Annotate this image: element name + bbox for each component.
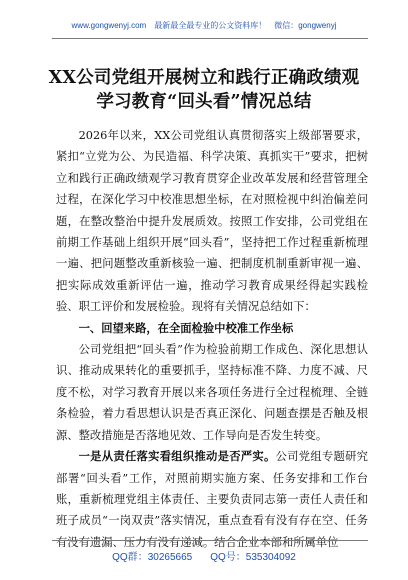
- section-1-item-1: [56, 446, 368, 553]
- qq-group-contact: QQ群：30265665: [112, 552, 193, 563]
- document-title: [40, 66, 368, 114]
- footer-divider: [52, 540, 368, 541]
- site-url-link[interactable]: www.gongwenyj.com: [71, 20, 147, 30]
- site-slogan: 最新最全最专业的公文资料库！: [154, 20, 267, 30]
- section-heading-1: 一、回望来路，在全面检验中校准工作坐标: [78, 320, 294, 335]
- wechat-contact: 微信：gongwenyj: [274, 20, 337, 30]
- site-footer: [0, 548, 408, 563]
- title-line-2: 学习教育“回头看”情况总结: [96, 92, 312, 112]
- document-body: [56, 125, 368, 553]
- intro-paragraph: 2026年以来，XX公司党组认真贯彻落实上级部署要求，紧扣“立党为公、为民造福、科学决策、真抓实干”要求，把树立和践行正确政绩观学习教育贯穿企业改革发展和经营管理全过程，在深化学习中校准思想坐标，在对照检视中纠治偏差问题，在整改整治中提升发展质效。按照工作安排，公司党组在前期工作基础上组织开展“回头看”，坚持把工作过程重新梳理一遍、把问题整改重新核验一遍、把制度机制重新审视一遍、把实际成效重新评估一遍，推动学习教育成果经得起实践检验、职工评价和发展检验。现将有关情况总结如下：: [56, 129, 368, 314]
- item-body-text: 公司党组专题研究部署“回头看”工作，对照前期实施方案、任务安排和工作台账，重新梳理党组主体责任、主要负责同志第一责任人责任和班子成员“一岗双责”落实情况，重点查看有没有存在空、任务有没有遗漏、压力有没有递减。结合企业本部和所属单位: [56, 450, 368, 549]
- site-header: [0, 14, 408, 36]
- header-divider: [52, 38, 368, 39]
- title-line-1: XX公司党组开展树立和践行正确政绩观: [48, 68, 360, 88]
- qq-number-contact: QQ号：535304092: [210, 552, 296, 563]
- item-lead-sentence: 一是从责任落实看组织推动是否严实。: [78, 449, 276, 464]
- section-1-paragraph: 公司党组把“回头看”作为检验前期工作成色、深化思想认识、推动成果转化的重要抓手，坚持标准不降、力度不减、尺度不松，对学习教育开展以来各项任务进行全过程梳理、全链条检验，着力看思想认识是否真正深化、问题查摆是否触及根源、整改措施是否落地见效、工作导向是否发生转变。: [56, 343, 368, 442]
